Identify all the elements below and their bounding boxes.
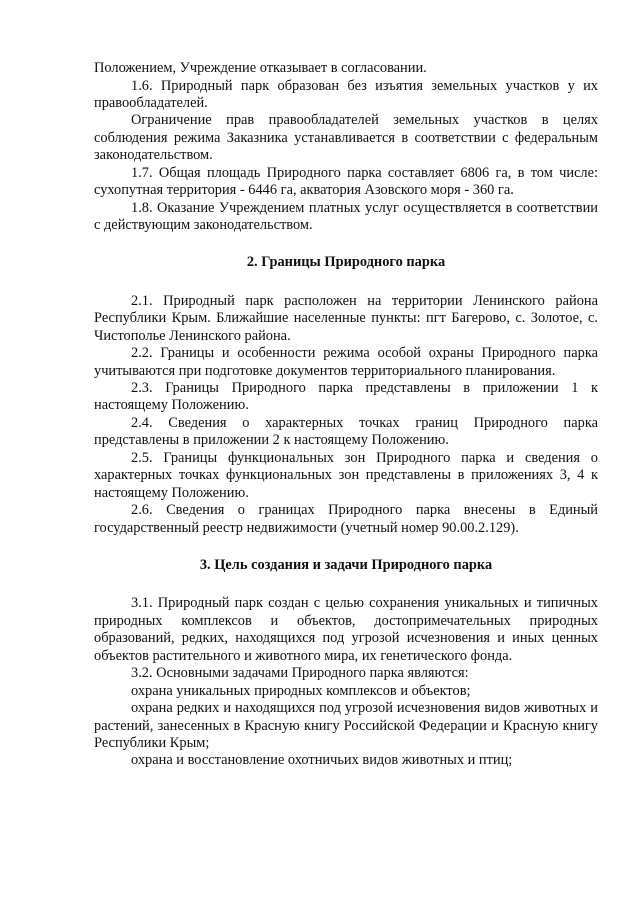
paragraph-1-7: 1.7. Общая площадь Природного парка составляет 6806 га, в том числе: сухопутная территория - 6446 га, акватория Азовского моря - 360 га. [94,164,598,199]
paragraph-2-2: 2.2. Границы и особенности режима особой охраны Природного парка учитываются при подготовке документов территориального планирования. [94,345,598,379]
paragraph-continuation: Положением, Учреждение отказывает в согласовании. [94,60,427,76]
task-item: охрана редких и находящихся под угрозой исчезновения видов животных и растений, занесенных в Красную книгу Российской Федерации и Красную книгу Республики Крым; [94,700,598,751]
paragraph-2-5: 2.5. Границы функциональных зон Природного парка и сведения о характерных точках функциональных зон представлены в приложениях 3, 4 к настоящему Положению. [94,449,598,501]
paragraph-restriction: Ограничение прав правообладателей земельных участков в целях соблюдения режима Заказника устанавливается в соответствии с федеральным законодательством. [94,112,598,164]
paragraph-1-8: 1.8. Оказание Учреждением платных услуг осуществляется в соответствии с действующим законодательством. [94,199,598,234]
paragraph-2-1: 2.1. Природный парк расположен на территории Ленинского района Республики Крым. Ближайшие населенные пункты: пгт Багерово, с. Золотое, с. Чистополье Ленинского района. [94,292,598,344]
paragraph-2-6: 2.6. Сведения о границах Природного парка внесены в Единый государственный реестр недвижимости (учетный номер 90.00.2.129). [94,502,598,536]
paragraph-1-6: 1.6. Природный парк образован без изъятия земельных участков у их правообладателей. [94,77,598,111]
task-item: охрана уникальных природных комплексов и объектов; [131,682,471,699]
paragraph-3-2: 3.2. Основными задачами Природного парка являются: [131,665,469,682]
section-3-heading: 3. Цель создания и задачи Природного парка [199,557,493,573]
task-item: охрана и восстановление охотничьих видов животных и птиц; [131,752,513,769]
paragraph-3-1: 3.1. Природный парк создан с целью сохранения уникальных и типичных природных комплексов и объектов, достопримечательных природных образований, редких, находящихся под угрозой исчезновения и иных ценных объектов растительного и животного мира, их генетического фонда. [94,595,598,664]
paragraph-2-3: 2.3. Границы Природного парка представлены в приложении 1 к настоящему Положению. [94,380,598,414]
paragraph-2-4: 2.4. Сведения о характерных точках границ Природного парка представлены в приложении 2 к настоящему Положению. [94,414,598,449]
section-2-heading: 2. Границы Природного парка [246,254,446,271]
